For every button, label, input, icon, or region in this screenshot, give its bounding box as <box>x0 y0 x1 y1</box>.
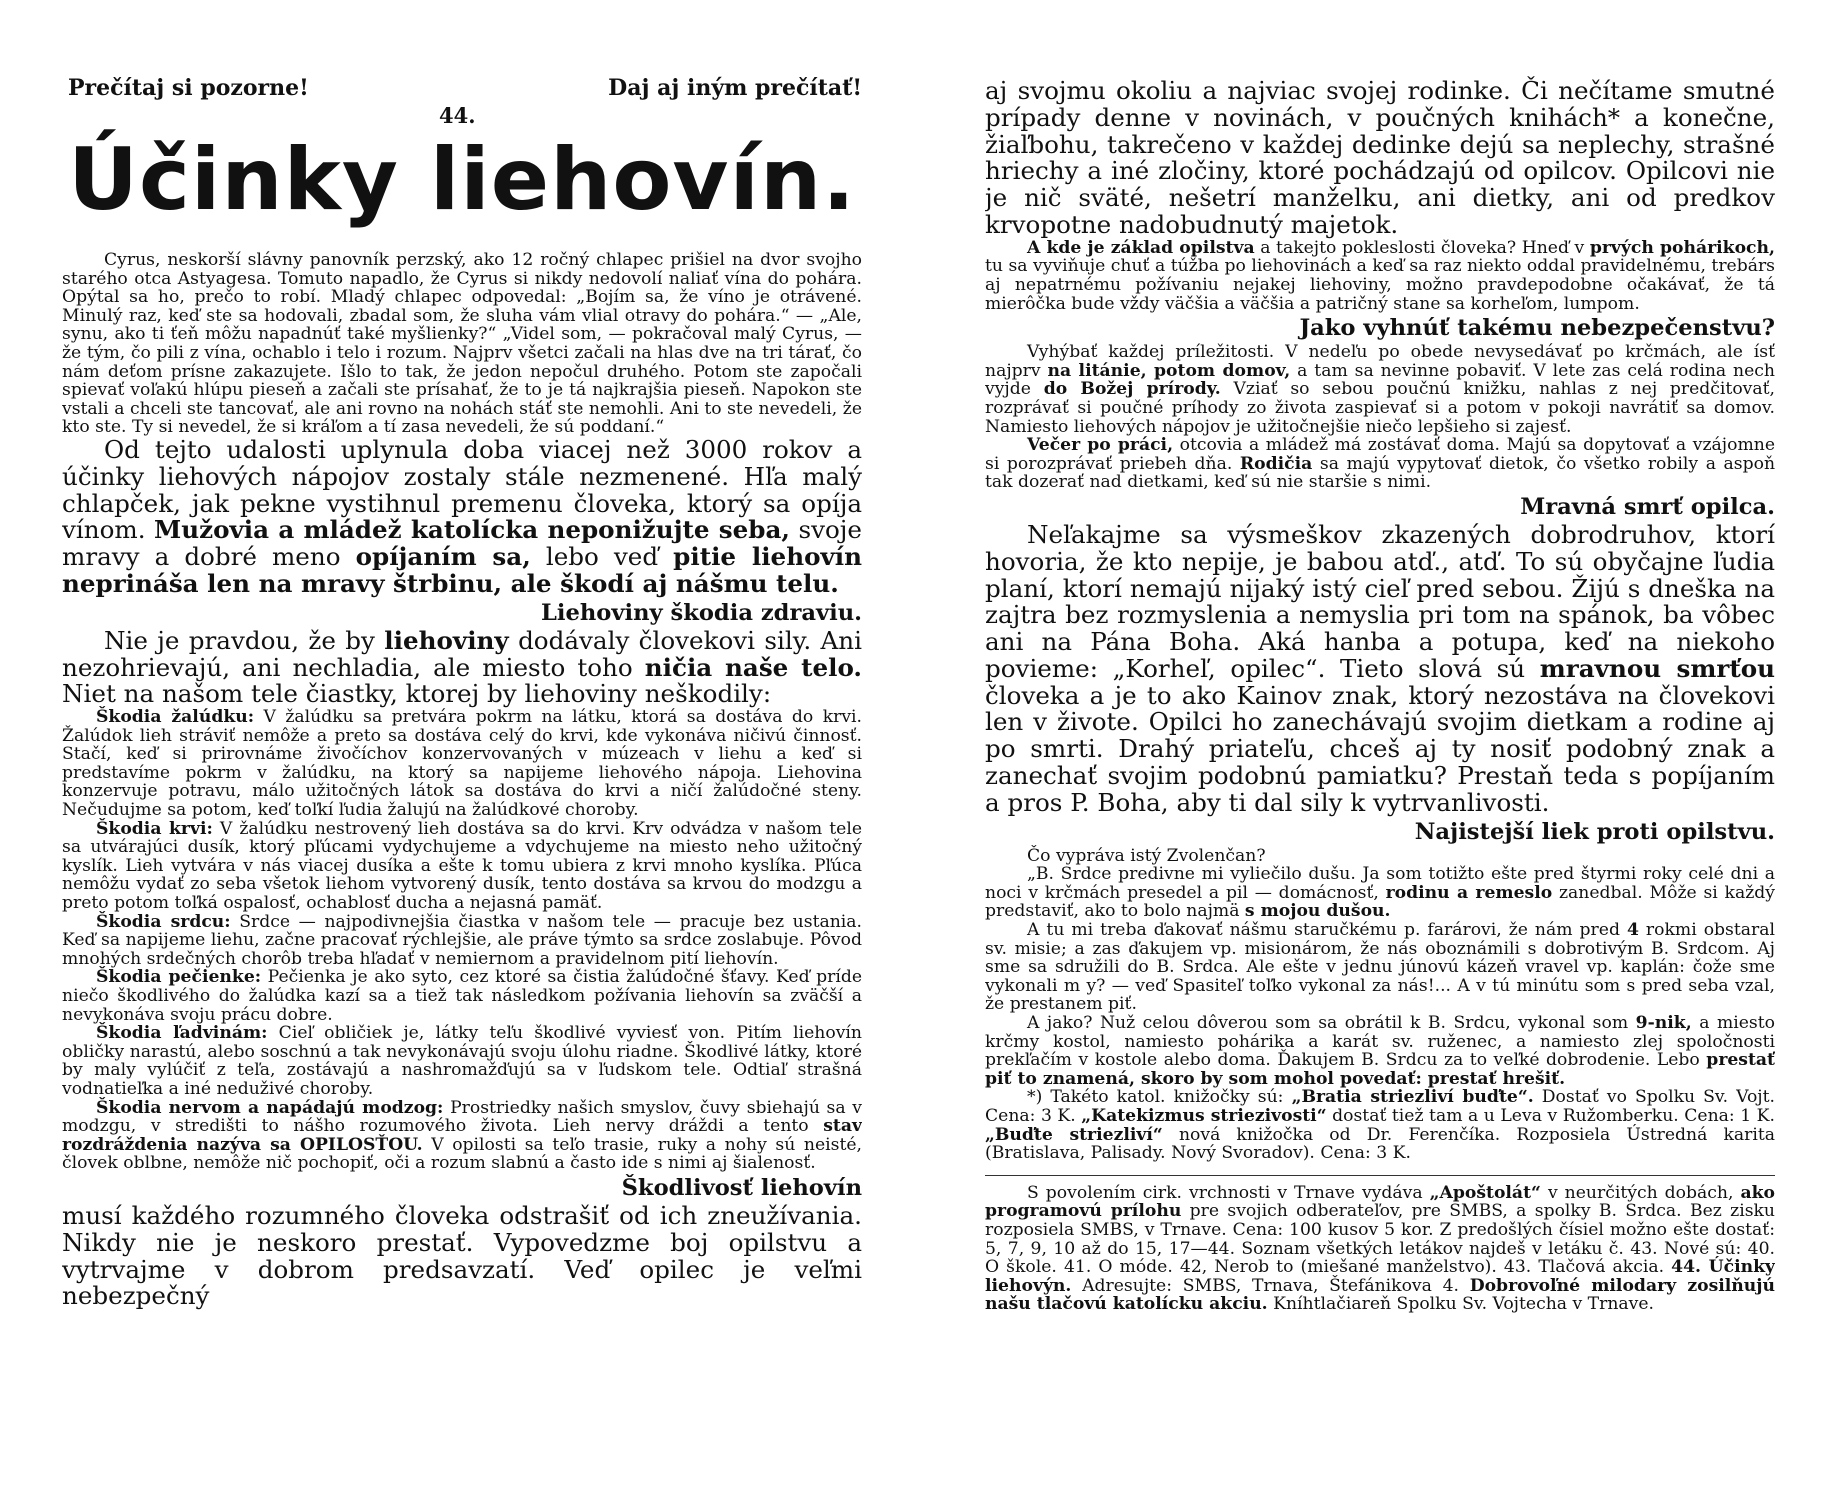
issue-number: 44. <box>439 103 476 128</box>
right-big-paragraph-1: aj svojmu okoliu a najviac svojej rodinke. Či nečítame smutné prípady denne v novinách, v poučných knihách* a konečne, žiaľbohu, takrečeno v každej dedinke dejú sa neplechy, strašné hriechy a iné zločiny, ktoré pochádzajú od opilcov. Opilcovi nie je nič sväté, nešetrí manželku, ani dietky, ani od predkov krvopotne nadobudnutý majetok. <box>985 76 1775 239</box>
section-pecienka: Škodia pečienke: Pečienka je ako syto, cez ktoré sa čistia žalúdočné šťavy. Keď príde niečo škodlivého do žalúdka kazí sa a tiež tak následkom požívania liehovín sa zväčší a nevykonáva svoju prácu dobre. <box>62 967 862 1025</box>
section-krv: Škodia krvi: V žalúdku nestrovený lieh dostáva sa do krvi. Krv odvádza v našom tele sa utvárajúci dusík, ktorý pľúcami vydychujeme a vdychujeme na miesto neho užitočný kyslík. Lieh vytvára v nás viacej dusíka a ešte k tomu ubiera z krvi mnoho kyslíka. Pľúca nemôžu vydať zo seba všetok liehom vytvorený dusík, tento dostáva sa krvou do modzgu a preto potom toľká ospalosť, ochablosť ducha a nejasná pamäť. <box>62 818 862 914</box>
right-paragraph-zaklad: A kde je základ opilstva a takejto pokleslosti človeka? Hneď v prvých pohárikoch, tu sa vyviňuje chuť a túžba po liehovinách a keď sa raz niekto oddal pravidelnému, trebárs aj nepatrnému požívaniu nejakej liehoviny, možno pravdepodobne očakávať, že tá mierôčka bude vždy väčšia a väčšia a patričný stane sa korheľom, lumpom. <box>985 237 1775 314</box>
section-srdce: Škodia srdcu: Srdce — najpodivnejšia čiastka v našom tele — pracuje bez ustania. Keď sa napijeme liehu, začne pracovať rýchlejšie, ale práve týmto sa srdce zoslabuje. Pôvod mnohých srdečných chorôb treba hľadať v nemiernom a pravidelnom pití liehovín. <box>62 911 862 969</box>
heading-liehoviny-skodia: Liehoviny škodia zdraviu. <box>541 599 862 626</box>
right-page <box>985 0 1775 1500</box>
right-paragraph-jako: A jako? Nuž celou dôverou som sa obrátil k B. Srdcu, vykonal som 9-nik, a miesto krčmy kostol, namiesto pohárika a karát sv. ruženec, a namiesto zlej spoločnosti prekľačím v kostole alebo doma. Ďakujem B. Srdcu za to veľké dobrodenie. Lebo prestať piť to znamená, skoro by som mohol povedať: prestať hrešiť. <box>985 1013 1775 1089</box>
left-big-paragraph-2: Nie je pravdou, že by liehoviny dodávaly človekovi sily. Ani nezohrievajú, ani nechladia, ale miesto toho ničia naše telo. Niet na našom tele čiastky, ktorej by liehoviny neškodily: <box>62 625 862 709</box>
left-big-paragraph-3: musí každého rozumného človeka odstrašiť od ich zneužívania. Nikdy nie je neskoro prestať. Vypovedzme boj opilstvu a vytrvajme v dobrom predsavzatí. Veď opilec je veľmi nebezpečný <box>62 1200 862 1311</box>
heading-skodlivost: Škodlivosť liehovín <box>621 1174 862 1201</box>
intro-paragraph: Cyrus, neskorší slávny panovník perzský, ako 12 ročný chlapec prišiel na dvor svojho starého otca Astyagesa. Tomuto napadlo, že Cyrus si nikdy nedovolí naliať vína do pohára. Opýtal sa ho, prečo to robí. Mladý chlapec odpovedal: „Bojím sa, že víno je otrávené. Minulý raz, keď ste sa hodovali, zbadal som, že sluha vám vlial otravy do pohára.“ — „Ale, synu, ako ti ťeň môžu napadnúť také myšlienky?“ „Videl som, — pokračoval malý Cyrus, — že tým, čo pili z vína, ochablo i telo i rozum. Najprv všetci začali na hlas dve na tri tárať, čo nám deťom prísne zakazujete. Išlo to tak, že jedon nepočul druhého. Potom ste započali spievať voľakú hlúpu pieseň a začali ste prísahať, že to je tá najkrajšia pieseň. Napokon ste vstali a chceli ste tancovať, ale ani rovno na nohách stáť ste nemohli. Ani to ste nevedeli, že kto ste. Ty si nevedel, že si kráľom a tí zasa nevedeli, že sú poddaní.“ <box>62 250 862 438</box>
right-paragraph-srdce: „B. Srdce predivne mi vyliečilo dušu. Ja som totižto ešte pred štyrmi roky celé dni a noci v krčmách presedel a pil — domácnosť, rodinu a remeslo zanedbal. Môže si každý predstaviť, ako to bolo najmä s mojou dušou. <box>985 864 1775 922</box>
right-paragraph-vecer: Večer po práci, otcovia a mládež má zostávať doma. Majú sa dopytovať a vzájomne si porozprávať priebeh dňa. Rodičia sa majú vypytovať dietok, čo všetko robily a aspoň tak dozerať nad dietkami, keď sú nie staršie s nimi. <box>985 435 1775 493</box>
right-paragraph-prilezitosti: Vyhýbať každej príležitosti. V nedeľu po obede nevysedávať po krčmách, ale ísť najprv na litánie, potom domov, a tam sa nevinne pobaviť. V lete zas celá rodina nech vyjde do Božej prírody. Vziať so sebou poučnú knižku, nahlas z nej predčitovať, rozprávať si poučné príhody zo života zaspievať si a potom v pokoji navrátiť sa domov. Namiesto liehových nápojov je užitočnejšie niečo lepšieho si zajesť. <box>985 342 1775 437</box>
header-line <box>62 75 862 128</box>
right-big-paragraph-2: Neľakajme sa výsmeškov zkazených dobrodruhov, ktorí hovoria, že kto nepije, je babou atď., atď. To sú obyčajne ľudia planí, ktorí nemajú nijaký istý cieľ pred sebou. Žijú s dneška na zajtra bez rozmyslenia a nemyslia pri tom na spánok, ba vôbec ani na Pána Boha. Aká hanba a potupa, keď na niekoho povieme: „Korheľ, opilec“. Tieto slová sú mravnou smrťou človeka a je to ako Kainov znak, ktorý nezostáva na človekovi len v živote. Opilci ho zanechávajú svojim dietkam a rodine aj po smrti. Drahý priateľu, chceš aj ty nosiť podobný znak a zanechať svojim podobnú pamiatku? Prestaň teda s popíjaním a pros P. Boha, aby ti dal sily k vytrvanlivosti. <box>985 519 1775 817</box>
heading-vyhnut: Jako vyhnúť takému nebezpečenstvu? <box>1299 315 1775 342</box>
section-zaludok: Škodia žalúdku: V žalúdku sa pretvára pokrm na látku, ktorá sa dostáva do krvi. Žalúdok lieh stráviť nemôže a preto sa dostáva celý do krvi, kde vykonáva ničivú činnosť. Stačí, keď si prirovnáme živočíchov konzervovaných v múzeach v liehu a keď si predstavíme pokrm v žalúdku, na ktorý sa napijeme liehového nápoja. Liehovina konzervuje potravu, málo užitočných látok sa dostáva do krvi a ničí žalúdočné steny. Nečudujme sa potom, keď toľkí ľudia žalujú na žalúdkové choroby. <box>62 707 862 821</box>
right-paragraph-farar: A tu mi treba ďakovať nášmu staručkému p. farárovi, že nám pred 4 rokmi obstaral sv. misie; a zas ďakujem vp. misionárom, že nás oboznámili s dobrotivým B. Srdcom. Aj sme sa sdružili do B. Srdca. Ale ešte v jednu júnovú kázeň vravel vp. kaplán: čože sme vykonali m y? — veď Spasiteľ toľko vykonal za nás!... A v tú minútu som s pred seba vzal, že prestanem piť. <box>985 920 1775 1015</box>
right-paragraph-zvolencan: Čo vypráva istý Zvolenčan? <box>1027 845 1266 866</box>
divider <box>985 1175 1775 1176</box>
right-footnote-books: *) Takéto katol. knižočky sú: „Bratia striezliví buďte“. Dostať vo Spolku Sv. Vojt. Cena: 3 K. „Katekizmus striezivosti“ dostať tiež tam a u Leva v Ružomberku. Cena: 1 K. „Buďte striezliví“ nová knižočka od Dr. Ferenčíka. Rozposiela Ústredná karita (Bratislava, Palisady. Nový Svoradov). Cena: 3 K. <box>985 1087 1775 1164</box>
header-right: Daj aj iným prečítať! <box>608 75 862 101</box>
heading-najistejsi-liek: Najistejší liek proti opilstvu. <box>1414 818 1775 845</box>
left-page <box>62 0 862 1500</box>
section-ladviny: Škodia ľadvinám: Cieľ obličiek je, látky teľu škodlivé vyviesť von. Pitím liehovín obličky narastú, alebo soschnú a tak nevykonávajú svoju úlohu riadne. Škodlivé látky, ktoré by maly vylúčiť z teľa, zostávajú a nashromažďujú sa v ľudskom tele. Odtiaľ strašná vodnatieľka a iné neduživé choroby. <box>62 1023 862 1099</box>
header-left: Prečítaj si pozorne! <box>68 75 309 101</box>
page-title: Účinky liehovín. <box>68 130 856 230</box>
left-big-paragraph-1: Od tejto udalosti uplynula doba viacej než 3000 rokov a účinky liehových nápojov zostaly stále nezmenené. Hľa malý chlapček, jak pekne vystihnul premenu človeka, ktorý sa opíja vínom. Mužovia a mládež katolícka neponižujte seba, svoje mravy a dobré meno opíjaním sa, lebo veď pitie liehovín neprináša len na mravy štrbinu, ale škodí aj nášmu telu. <box>62 434 862 598</box>
section-nervy: Škodia nervom a napádajú modzog: Prostriedky našich smyslov, čuvy sbiehajú sa v modzgu, v stredišti to nášho rozumového života. Lieh nervy dráždi a tento stav rozdráždenia nazýva sa OPILOSŤOU. V opilosti sa teľo trasie, ruky a nohy sú neisté, človek oblbne, nemôže nič pochopiť, oči a rozum slabnú a často ide s nimi aj šialenosť. <box>62 1097 862 1174</box>
heading-mravna-smrt: Mravná smrť opilca. <box>1520 493 1775 520</box>
publisher-footer: S povolením cirk. vrchnosti v Trnave vydáva „Apoštolát“ v neurčitých dobách, ako programovú prílohu pre svojich odberateľov, pre SMBS, a spolky B. Srdca. Bez zisku rozposiela SMBS, v Trnave. Cena: 100 kusov 5 kor. Z predošlých čísiel možno ešte dostať: 5, 7, 9, 10 až do 15, 17—44. Soznam všetkých letákov najdeš v letáku č. 43. Nové sú: 40. O škole. 41. O móde. 42, Nerob to (miešané manželstvo). 43. Tlačová akcia. 44. Účinky liehovýn. Adresujte: SMBS, Trnava, Štefánikova 4. Dobrovoľné milodary zosilňujú našu tlačovú katolícku akciu. Kníhtlačiareň Spolku Sv. Vojtecha v Trnave. <box>985 1182 1775 1315</box>
